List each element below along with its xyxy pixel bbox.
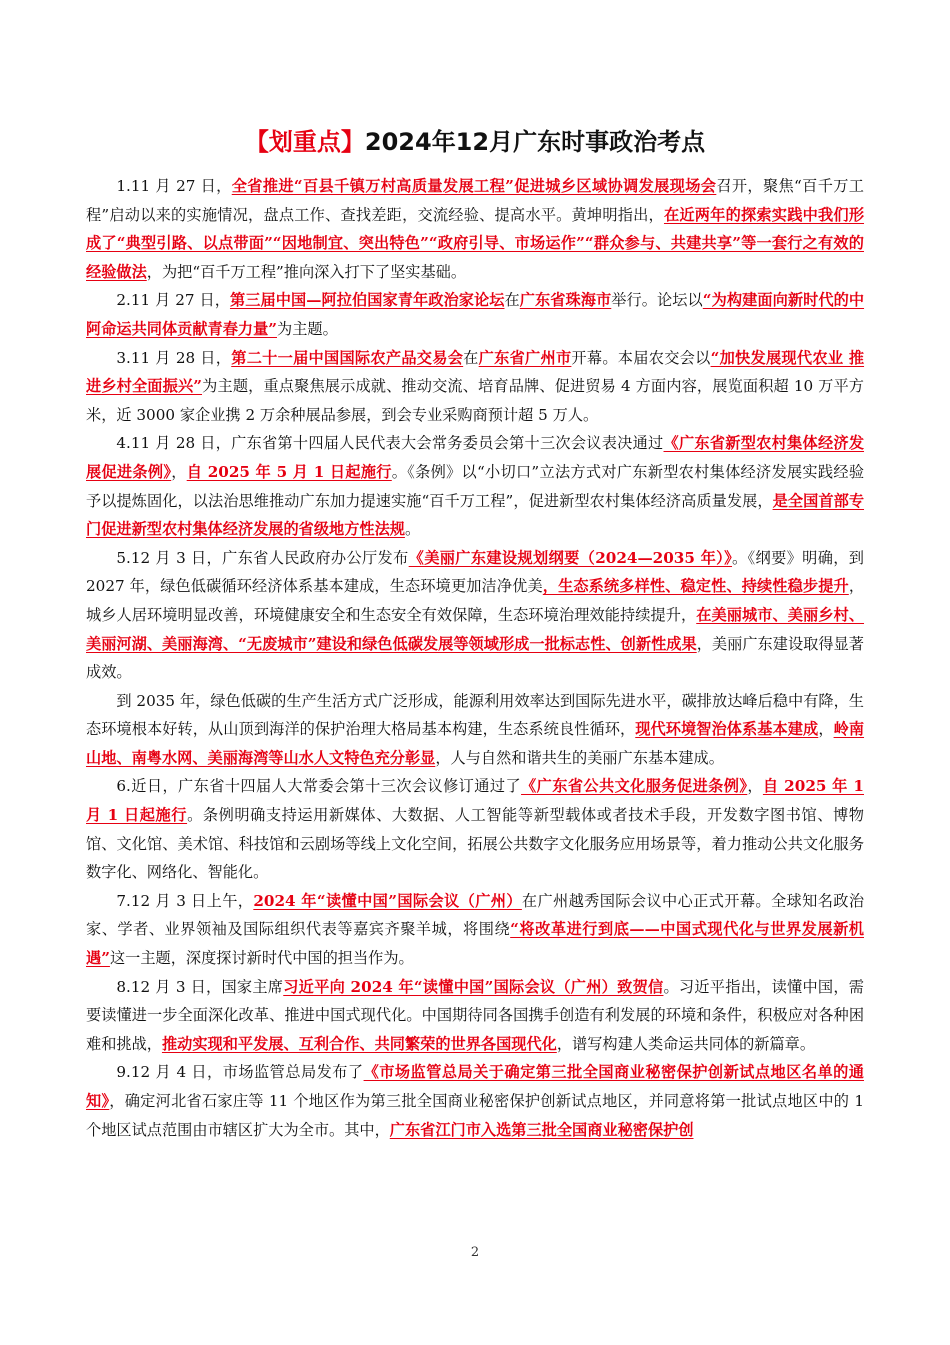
- highlighted-text: 《市场监管总局关于确定第三批全国商业秘密保护创新试点地区名单的通知》: [86, 1063, 864, 1110]
- body-text: 8.12 月 3 日，国家主席: [116, 977, 284, 996]
- paragraph: [86, 429, 864, 543]
- highlighted-text: 全省推进“百县千镇万村高质量发展工程”促进城乡区域协调发展现场会: [231, 177, 717, 195]
- body-text: ，: [171, 462, 187, 481]
- highlighted-text: 《美丽广东建设规划纲要（2024—2035 年）》: [408, 548, 733, 567]
- body-text: 为主题。: [277, 319, 338, 338]
- paragraph: [86, 172, 864, 286]
- body-text: ，美丽广东建设取得显著成效。: [86, 634, 864, 682]
- highlighted-text: 岭南山地、南粤水网、美丽海湾等山水人文特色充分彰显: [86, 720, 865, 767]
- body-text: ，为把“百千万工程”推向深入打下了坚实基础。: [146, 262, 467, 281]
- highlighted-text: 广东省珠海市: [519, 291, 612, 310]
- highlighted-text: 第二十一届中国国际农产品交易会: [231, 348, 464, 367]
- highlighted-text: “为构建面向新时代的中阿命运共同体贡献青春力量”: [86, 291, 865, 338]
- paragraph: [86, 286, 864, 343]
- highlighted-text: 广东省江门市入选第三批全国商业秘密保护创: [389, 1120, 694, 1139]
- body-text: ，: [818, 720, 834, 739]
- body-text: ，: [747, 777, 763, 796]
- body-text: 开幕。本届农交会以: [571, 348, 711, 367]
- body-text: ，人与自然和谐共生的美丽广东基本建成。: [435, 748, 724, 767]
- body-text: 。《条例》以“小切口”立法方式对广东新型农村集体经济发展实践经验予以提炼固化，以法治思维推动广东加力提速实施“百千万工程”，促进新型农村集体经济高质量发展，: [86, 462, 865, 510]
- body-text: 7.12 月 3 日上午，: [116, 891, 254, 910]
- highlighted-text: 自 2025 年 5 月 1 日起施行: [186, 462, 392, 481]
- body-text: 召开，聚焦“百千万工程”启动以来的实施情况，盘点工作、查找差距，交流经验、提高水平。黄坤明指出，: [86, 177, 864, 224]
- page-number: 2: [470, 1245, 480, 1260]
- body-text: ，谱写构建人类命运共同体的新篇章。: [556, 1034, 815, 1053]
- body-text: ，城乡人居环境明显改善，环境健康安全和生态安全有效保障，生态环境治理效能持续提升，: [86, 577, 865, 624]
- body-text: 1.11 月 27 日，: [116, 177, 232, 195]
- body-text: 6.近日，广东省十四届人大常委会第十三次会议修订通过了: [116, 777, 522, 796]
- highlighted-text: ，生态系统多样性、稳定性、持续性稳步提升: [542, 577, 849, 596]
- paragraph: [86, 973, 864, 1059]
- body-text: 举行。论坛以: [611, 291, 703, 310]
- paragraph: [86, 772, 864, 886]
- paragraph: [86, 887, 864, 973]
- paragraph: [86, 1058, 864, 1144]
- body-text: 。习近平指出，读懂中国，需要读懂进一步全面深化改革、推进中国式现代化。中国期待同各国携手创造有利发展的环境和条件，积极应对各种困难和挑战，: [86, 977, 864, 1053]
- body-text: 9.12 月 4 日，市场监管总局发布了: [116, 1063, 364, 1082]
- body-text: ，确定河北省石家庄等 11 个地区作为第三批全国商业秘密保护创新试点地区，并同意将第一批试点地区中的 1 个地区试点范围由市辖区扩大为全市。其中，: [86, 1092, 864, 1139]
- highlighted-text: 自 2025 年 1 月 1 日起施行: [86, 777, 864, 825]
- paragraph: [86, 687, 864, 773]
- highlighted-text: 在近两年的探索实践中我们形成了“典型引路、以点带面”“因地制宜、突出特色”“政府引导、市场运作”“群众参与、共建共享”等一套行之有效的经验做法: [86, 205, 865, 281]
- highlighted-text: “加快发展现代农业 推进乡村全面振兴”: [86, 348, 865, 396]
- highlighted-text: 推动实现和平发展、互利合作、共同繁荣的世界各国现代化: [161, 1034, 557, 1053]
- body-text: 在: [504, 291, 520, 310]
- body-text: 这一主题，深度探讨新时代中国的担当作为。: [109, 949, 414, 968]
- body-text: 为主题，重点聚焦展示成就、推动交流、培育品牌、促进贸易 4 方面内容，展览面积超 10 万平方米，近 3000 家企业携 2 万余种展品参展，到会专业采购商预计超 5 万人。: [86, 377, 864, 424]
- body-text: 4.11 月 28 日，广东省第十四届人民代表大会常务委员会第十三次会议表决通过: [116, 434, 664, 453]
- body-text: 在: [463, 348, 479, 367]
- highlighted-text: 《广东省新型农村集体经济发展促进条例》: [86, 434, 865, 481]
- body-text: 。《纲要》明确，到 2027 年，绿色低碳循环经济体系基本建成，生态环境更加洁净优美: [86, 548, 864, 596]
- body-text: 2.11 月 27 日，: [116, 291, 230, 310]
- body-text: 。条例明确支持运用新媒体、大数据、人工智能等新型载体或者技术手段，开发数字图书馆、博物馆、文化馆、美术馆、科技馆和云剧场等线上文化空间，拓展公共数字文化服务应用场景等，着力推动公共文化服务数字化、网络化、智能化。: [86, 806, 864, 882]
- page-title: [0, 122, 950, 162]
- title-text: 2024年12月广东时事政治考点: [364, 128, 706, 156]
- body-text: 5.12 月 3 日，广东省人民政府办公厅发布: [116, 548, 409, 567]
- paragraph: [86, 344, 864, 430]
- title-bracket: 【划重点】: [244, 128, 365, 156]
- body-text: 到 2035 年，绿色低碳的生产生活方式广泛形成，能源利用效率达到国际先进水平，碳排放达峰后稳中有降，生态环境根本好转，从山顶到海洋的保护治理大格局基本构建，生态系统良性循环，: [86, 691, 864, 739]
- highlighted-text: 《广东省公共文化服务促进条例》: [521, 777, 748, 796]
- highlighted-text: 2024 年“读懂中国”国际会议（广州）: [253, 891, 522, 910]
- body-text: 。: [404, 520, 421, 539]
- highlighted-text: 习近平向 2024 年“读懂中国”国际会议（广州）致贺信: [283, 977, 664, 996]
- body-text: 3.11 月 28 日，: [116, 348, 232, 367]
- highlighted-text: 是全国首部专门促进新型农村集体经济发展的省级地方性法规: [86, 491, 865, 539]
- paragraph: [86, 544, 864, 687]
- body-text: 在广州越秀国际会议中心正式开幕。全球知名政治家、学者、业界领袖及国际组织代表等嘉宾齐聚羊城，将围绕: [86, 891, 865, 939]
- highlighted-text: 第三届中国—阿拉伯国家青年政治家论坛: [229, 291, 505, 310]
- highlighted-text: 在美丽城市、美丽乡村、美丽河湖、美丽海湾、“无废城市”建设和绿色低碳发展等领域形成一批标志性、创新性成果: [86, 605, 865, 653]
- highlighted-text: “将改革进行到底——中国式现代化与世界发展新机遇”: [86, 920, 864, 968]
- highlighted-text: 现代环境智治体系基本建成: [635, 720, 819, 739]
- article-body: [86, 172, 864, 1144]
- highlighted-text: 广东省广州市: [478, 348, 572, 367]
